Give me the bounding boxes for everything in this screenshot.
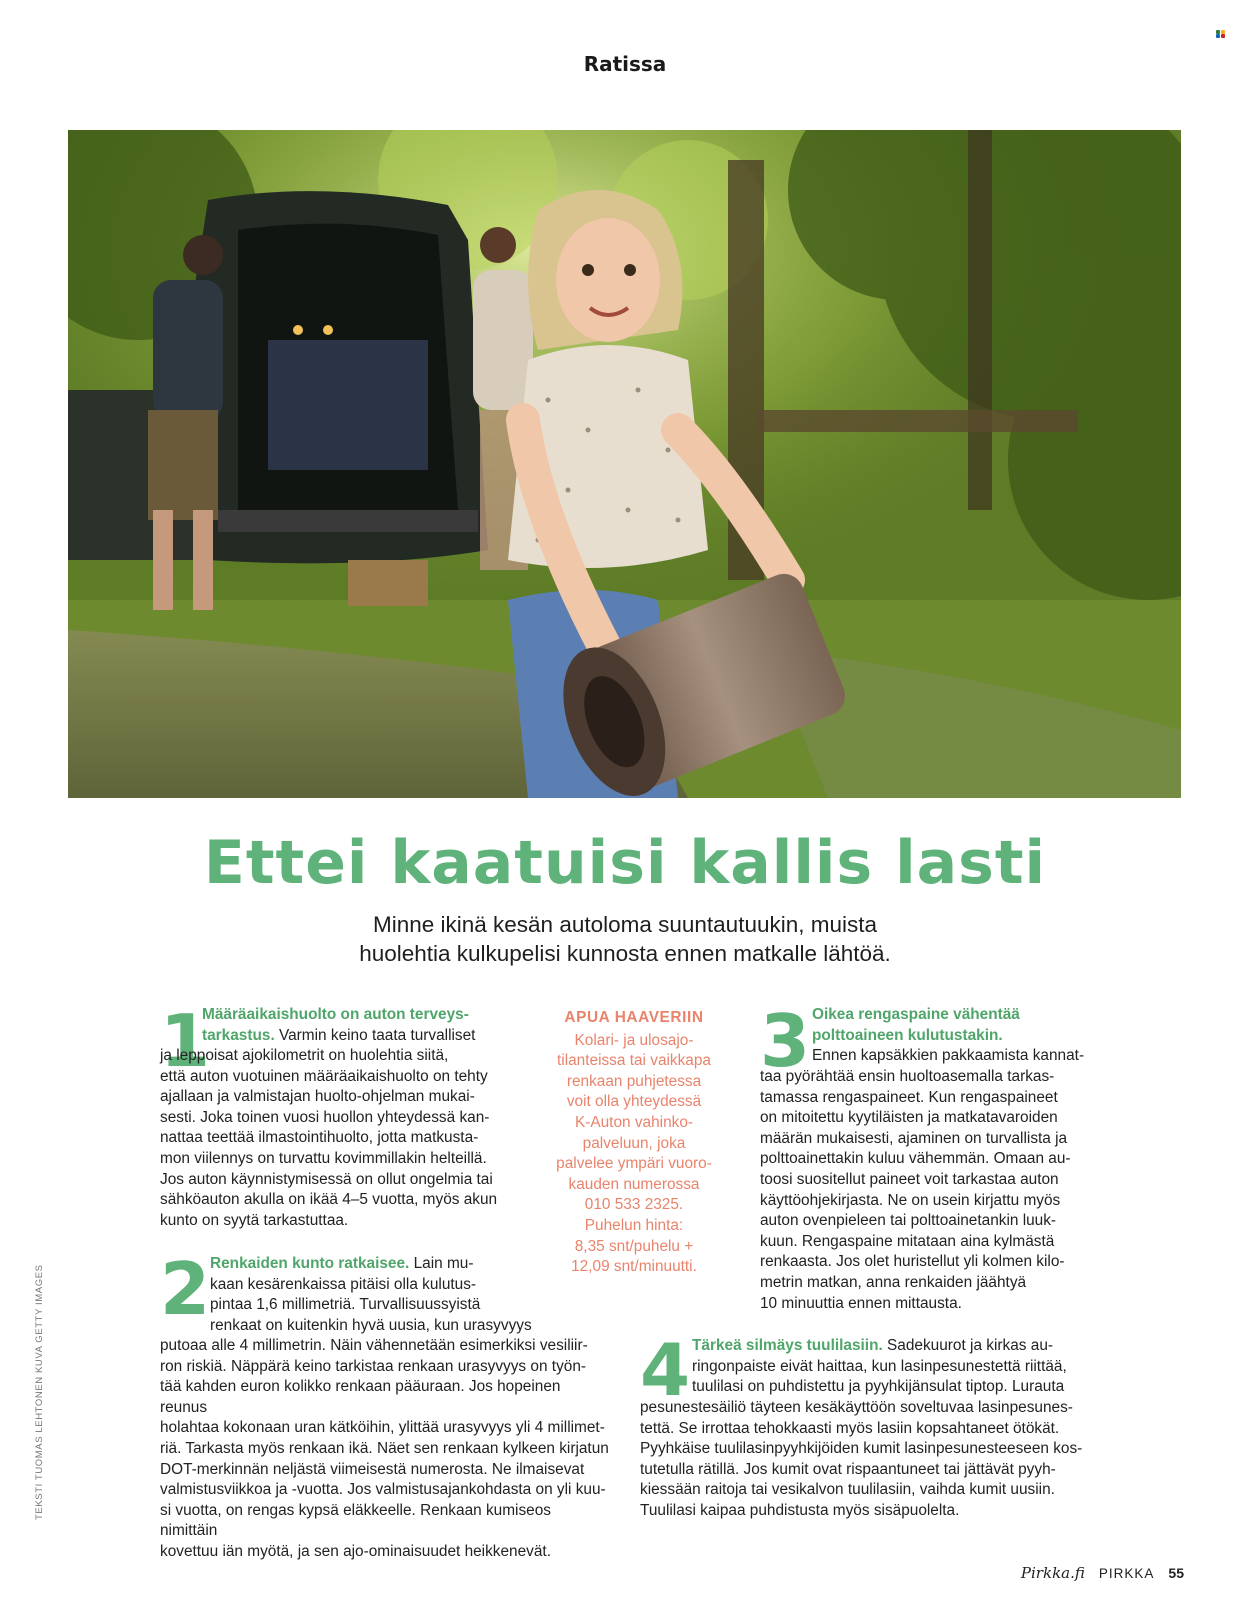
lead-in-heading: Määräaikaishuolto on auton terveys-	[202, 1006, 469, 1023]
section-3-lead	[812, 1005, 1112, 1067]
text-line: 10 minuuttia ennen mittausta.	[760, 1294, 962, 1312]
lead-in-heading: tarkastus.	[202, 1026, 275, 1044]
text-line: käyttöohjekirjasta. Ne on usein kirjattu myös	[760, 1191, 1061, 1209]
sidebar-title: APUA HAAVERIIN	[564, 1009, 704, 1026]
sidebar-line: 010 533 2325.	[584, 1196, 684, 1214]
section-number-3: 3	[760, 999, 811, 1083]
text-line: tutetulla rätillä. Jos kumit ovat rispaantuneet tai jättävät pyyh-	[640, 1460, 1056, 1478]
page-number: 55	[1168, 1565, 1184, 1581]
text-line: renkaasta. Jos olet huristellut yli kolmen kilo-	[760, 1253, 1065, 1271]
text-line: ja leppoisat ajokilometrit on huolehtia siitä,	[160, 1047, 449, 1064]
text-line: polttoainettakin kuluu vähemmän. Omaan au-	[760, 1150, 1071, 1168]
text-line: tettä. Se irrottaa tehokkaasti myös lasiin kopsahtaneet ötökät.	[640, 1419, 1060, 1437]
text-line: on mitoitettu kyytiläisten ja matkatavaroiden	[760, 1109, 1058, 1127]
lead-in-heading: Renkaiden kunto ratkaisee.	[210, 1255, 410, 1272]
text-line: mon viilennys on turvattu kovimmillakin helteillä.	[160, 1149, 487, 1167]
section-number-2: 2	[160, 1247, 211, 1331]
text-line: pintaa 1,6 millimetriä. Turvallisuussyistä	[210, 1296, 481, 1314]
section-2-body	[160, 1336, 610, 1563]
lede-line: Minne ikinä kesän autoloma suuntautuukin, muista	[372, 912, 878, 937]
text-line: tarkastus. Varmin keino taata turvalliset	[202, 1026, 476, 1044]
text-line: putoaa alle 4 millimetrin. Näin vähennetään esimerkiksi vesiliir-	[160, 1337, 588, 1354]
section-1-lead	[202, 1005, 502, 1046]
sidebar-line: voit olla yhteydessä	[566, 1093, 702, 1111]
text-line: tuulilasi on puhdistettu ja pyyhkijänsulat tiptop. Lurauta	[692, 1378, 1065, 1396]
section-4-lead	[692, 1336, 1112, 1398]
section-2-lead	[210, 1254, 540, 1336]
text-line	[202, 1005, 502, 1026]
section-label: Ratissa	[583, 52, 667, 76]
footer-brand: PIRKKA	[1098, 1566, 1155, 1581]
text-line: metrin matkan, anna renkaiden jäähtyä	[760, 1273, 1027, 1291]
text-line: nattaa teettää ilmastointihuolto, jotta matkusta-	[160, 1129, 479, 1147]
text-line: pesunestesäiliö täyteen kesäkäyttöön soveltuvaa lasinpesunes-	[640, 1399, 1073, 1416]
sidebar-line: palveluun, joka	[582, 1134, 686, 1152]
text-line: auton ovenpieleen tai polttoainetankin luuk-	[760, 1212, 1057, 1230]
section-number-1: 1	[160, 999, 211, 1083]
text-line: ron riskiä. Näppärä keino tarkistaa renkaan urasyvyys on työn-	[160, 1357, 587, 1375]
text-line: si vuotta, on rengas kypsä eläkkeelle. Renkaan kumiseos nimittäin	[160, 1501, 551, 1540]
sidebar-line: Kolari- ja ulosajo-	[574, 1031, 694, 1049]
help-sidebar	[546, 1008, 722, 1278]
page-footer	[1021, 1564, 1184, 1582]
text-line: valmistusviikkoa ja -vuotta. Jos valmistusajankohdasta on yli kuu-	[160, 1481, 606, 1499]
text-line: Pyyhkäise tuulilasinpyyhkijöiden kumit lasinpesunesteeseen kos-	[640, 1440, 1083, 1458]
photo-child-carrying-rolled-mat-icon	[68, 130, 1181, 798]
article-lede	[250, 910, 1000, 968]
section-4-body	[640, 1398, 1110, 1522]
text-line: kuun. Rengaspaine mitataan aina kylmästä	[760, 1232, 1055, 1250]
article-title: Ettei kaatuisi kallis lasti	[203, 828, 1047, 898]
text-line: Jos auton käynnistymisessä on ollut ongelmia tai	[160, 1170, 493, 1188]
text-line: Ennen kapsäkkien pakkaamista kannat-	[812, 1047, 1085, 1065]
text-line: ajallaan ja valmistajan huolto-ohjelman mukai-	[160, 1088, 475, 1106]
text-line: holahtaa kokonaan uran kätköihin, ylittää urasyvyys yli 4 millimet-	[160, 1419, 605, 1437]
lead-in-heading: polttoaineen kulutustakin.	[812, 1026, 1003, 1044]
sidebar-body	[546, 1031, 722, 1278]
text-line: taa pyörähtää ensin huoltoasemalla tarkas-	[760, 1068, 1055, 1085]
text-line: Tärkeä silmäys tuulilasiin. Sadekuurot ja kirkas au-	[692, 1337, 1054, 1354]
color-registration-icon	[1216, 30, 1228, 38]
text-line: renkaat on kuitenkin hyvä uusia, kun urasyvyys	[210, 1316, 532, 1334]
text-line: kovettuu iän myötä, ja sen ajo-ominaisuudet heikkenevät.	[160, 1542, 551, 1560]
text-line: Tuulilasi kaipaa puhdistusta myös sisäpuolelta.	[640, 1501, 960, 1519]
photo-credit: TEKSTI TUOMAS LEHTONEN KUVA GETTY IMAGES	[34, 1264, 45, 1520]
text-line: määrän mukaisesti, ajaminen on turvallista ja	[760, 1129, 1068, 1147]
text-line: tamassa rengaspaineet. Kun rengaspaineet	[760, 1088, 1058, 1106]
text-line	[812, 1005, 1112, 1026]
section-1-body	[160, 1046, 510, 1231]
sidebar-line: renkaan puhjetessa	[566, 1072, 702, 1090]
sidebar-line: tilanteissa tai vaikkapa	[557, 1052, 711, 1070]
text-line: sesti. Joka toinen vuosi huollon yhteydessä kan-	[160, 1108, 490, 1126]
text-line: että auton vuotuinen määräaikaishuolto on tehty	[160, 1067, 488, 1085]
text-line: kunto on syytä tarkastuttaa.	[160, 1211, 349, 1229]
lede-line: huolehtia kulkupelisi kunnosta ennen matkalle lähtöä.	[359, 941, 891, 966]
sidebar-line: K-Auton vahinko-	[574, 1113, 694, 1131]
section-3-body	[760, 1067, 1110, 1314]
text-line: toosi suositellut paineet voit tarkastaa auton	[760, 1170, 1059, 1188]
lead-in-heading: Tärkeä silmäys tuulilasiin.	[692, 1337, 883, 1354]
sidebar-line: 12,09 snt/minuutti.	[571, 1258, 697, 1276]
lead-in-heading: Oikea rengaspaine vähentää	[812, 1006, 1020, 1023]
sidebar-line: Puhelun hinta:	[584, 1216, 684, 1234]
text-line: kaan kesärenkaissa pitäisi olla kulutus-	[210, 1275, 477, 1293]
sidebar-line: palvelee ympäri vuoro-	[556, 1155, 712, 1173]
text-line: sähköauton akulla on ikää 4–5 vuotta, myös akun	[160, 1191, 498, 1209]
footer-website: Pirkka.fi	[1020, 1564, 1085, 1582]
sidebar-line: 8,35 snt/puhelu +	[574, 1237, 694, 1255]
text-line: ringonpaiste eivät haittaa, kun lasinpesunestettä riittää,	[692, 1357, 1067, 1375]
sidebar-line: kauden numerossa	[568, 1175, 700, 1193]
text-line: Renkaiden kunto ratkaisee. Lain mu-	[210, 1255, 474, 1272]
text-line	[812, 1026, 1112, 1047]
text-line: DOT-merkinnän neljästä viimeisestä numerosta. Ne ilmaisevat	[160, 1460, 585, 1478]
section-number-4: 4	[640, 1328, 691, 1412]
text-line: riä. Tarkasta myös renkaan ikä. Näet sen renkaan kylkeen kirjatun	[160, 1439, 609, 1457]
text-line: tää kahden euron kolikko renkaan pääuraan. Jos hopeinen reunus	[160, 1378, 561, 1416]
hero-photo	[68, 130, 1181, 798]
text-line: kiessään raitoja tai vesikalvon tuulilasiin, vaihda kumit uusiin.	[640, 1481, 1055, 1499]
